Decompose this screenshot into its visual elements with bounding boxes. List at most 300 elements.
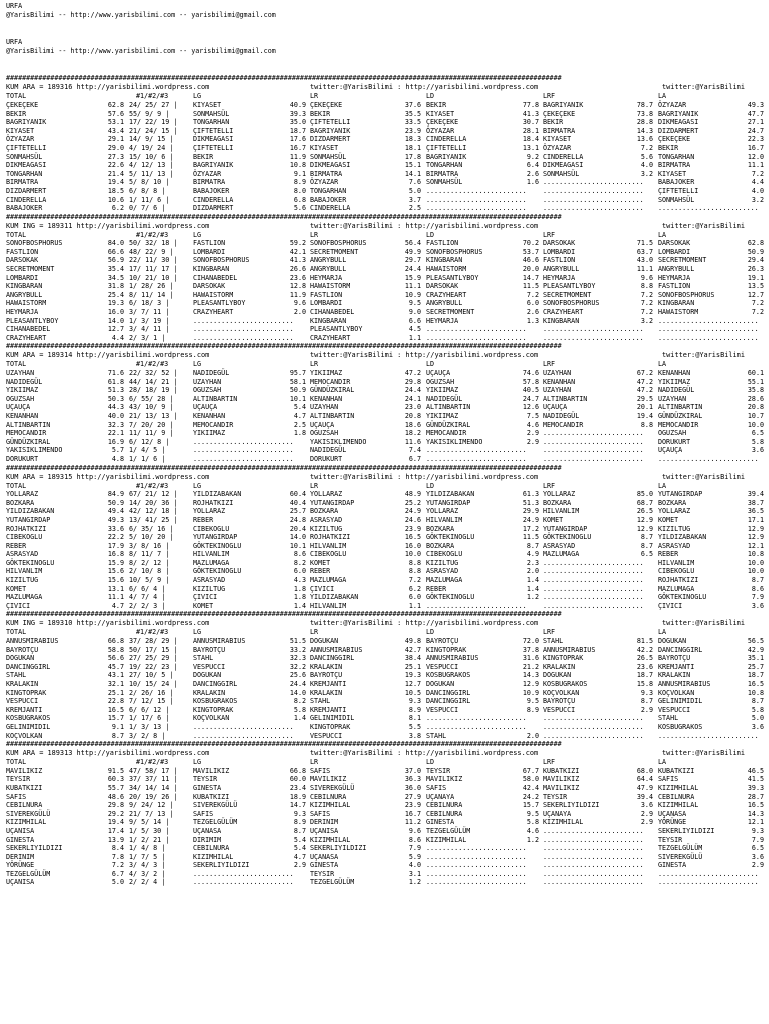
table-row	[6, 239, 766, 248]
total-horse: TEZGELGÜLÜM	[6, 869, 51, 878]
ld-horse: SONMAHSÜL	[426, 178, 463, 187]
lrf-score: 43.0	[636, 256, 653, 265]
la-horse: KOSBUGRAKOS	[658, 722, 703, 731]
total-score: 60.3	[107, 775, 124, 784]
placing-record: 17/ 22/ 19 |	[129, 118, 178, 127]
lr-score: 4.5	[408, 325, 421, 334]
lr-score: 24.1	[404, 394, 421, 403]
lrf-horse: ÇEKEÇEKE	[543, 109, 576, 118]
lg-score: 4.7	[293, 852, 306, 861]
total-horse: DERINIM	[6, 852, 35, 861]
lrf-horse: HILVANLIM	[543, 507, 580, 516]
column-header--1-2-3: #1/#2/#3	[136, 360, 169, 369]
column-header-lrf: LRF	[543, 481, 556, 490]
lrf-score: 20.1	[636, 403, 653, 412]
lg-horse: CIHANABEDEL	[193, 273, 238, 282]
lr-score: 9.3	[408, 697, 421, 706]
table-row	[6, 576, 766, 585]
la-empty-dots: .........................	[658, 878, 759, 887]
race-twitter-right: twitter:@YarisBilimi	[662, 472, 745, 481]
race-twitter-right: twitter:@YarisBilimi	[662, 221, 745, 230]
race-twitter-mid: twitter:@YarisBilimi : http://yarisbilimi.wordpress.com	[310, 83, 539, 92]
column-header-la: LA	[658, 230, 667, 239]
total-score: 49.3	[107, 515, 124, 524]
la-horse: KRALAKIN	[658, 671, 691, 680]
placing-record: 10/ 21/ 10 |	[129, 273, 178, 282]
lr-score: 16.0	[404, 541, 421, 550]
column-header-ld: LD	[426, 481, 435, 490]
lr-horse: ANGRYBULL	[310, 256, 347, 265]
column-header-lr: LR	[310, 92, 319, 101]
lg-score: 11.9	[289, 290, 306, 299]
la-score: 6.5	[751, 844, 764, 853]
race-twitter-right: twitter:@YarisBilimi	[662, 749, 745, 758]
lr-score: 20.8	[404, 411, 421, 420]
separator: ##########################################################################################################################################	[6, 212, 562, 221]
lr-horse: HEYMARJA	[310, 273, 343, 282]
placing-record: 15/ 10/ 6 |	[129, 152, 174, 161]
la-horse: SAFIS	[658, 775, 679, 784]
lg-empty-dots: .........................	[193, 437, 294, 446]
la-horse: DORUKURT	[658, 437, 691, 446]
total-horse: TEYSIR	[6, 775, 31, 784]
lrf-score: 39.4	[636, 792, 653, 801]
la-horse: DANCINGGIRL	[658, 645, 703, 654]
column-header-la: LA	[658, 758, 667, 767]
ld-score: 9.5	[526, 697, 539, 706]
lr-score: 10.0	[404, 550, 421, 559]
column-header--1-2-3: #1/#2/#3	[136, 758, 169, 767]
lg-score: 1.8	[293, 593, 306, 602]
la-score: 47.7	[747, 109, 764, 118]
column-header-total: TOTAL	[6, 360, 27, 369]
lg-horse: TEYSIR	[193, 775, 218, 784]
table-row	[6, 378, 766, 387]
total-score: 61.8	[107, 377, 124, 386]
lg-horse: MEMOCANDIR	[193, 420, 234, 429]
total-horse: CINDERELLA	[6, 195, 47, 204]
lg-horse: YIKIIMAZ	[193, 429, 226, 438]
la-score: 16.5	[747, 801, 764, 810]
lg-score: 58.1	[289, 377, 306, 386]
lr-horse: UZAYHAN	[310, 403, 339, 412]
ld-score: 1.4	[526, 584, 539, 593]
la-horse: BIRMATRA	[658, 161, 691, 170]
lr-horse: YUTANGIRDAP	[310, 498, 355, 507]
lr-score: 8.8	[408, 567, 421, 576]
la-score: 4.4	[751, 178, 764, 187]
lr-score: 11.6	[404, 437, 421, 446]
lg-horse: NADIDEGÜL	[193, 369, 230, 377]
table-row	[6, 801, 766, 810]
table-row	[6, 386, 766, 395]
placing-record: 42/ 12/ 18 |	[129, 507, 178, 516]
la-horse: BEKIR	[658, 143, 679, 152]
placing-record: 44/ 14/ 21 |	[129, 377, 178, 386]
placing-record: 9/ 5/ 14 |	[129, 818, 170, 827]
lrf-horse: CRAZYHEART	[543, 308, 584, 317]
la-empty-dots: .........................	[658, 333, 759, 342]
lrf-horse: ASRASYAD	[543, 541, 576, 550]
total-horse: YÖRÜNGE	[6, 861, 35, 870]
total-horse: SONOFBOSPHORUS	[6, 239, 63, 248]
lrf-horse: UZAYHAN	[543, 386, 572, 395]
lr-score: 6.0	[408, 593, 421, 602]
la-score: 3.6	[751, 601, 764, 610]
la-score: 22.3	[747, 135, 764, 144]
lr-score: 6.7	[408, 454, 421, 463]
la-horse: KREMJANTI	[658, 662, 695, 671]
total-horse: FASTLION	[6, 247, 39, 256]
lr-score: 9.6	[408, 826, 421, 835]
lrf-empty-dots: .........................	[543, 558, 644, 567]
placing-record: 6/ 8/ 8 |	[129, 186, 166, 195]
total-score: 9.1	[111, 722, 124, 731]
race-header	[6, 472, 766, 482]
la-horse: KIZIMHILAL	[658, 783, 699, 792]
total-horse: VESPUCCI	[6, 697, 39, 706]
la-score: 7.2	[751, 308, 764, 317]
la-horse: KOMET	[658, 515, 679, 524]
placing-record: 4/ 19/ 24 |	[129, 143, 174, 152]
lg-score: 9.1	[293, 169, 306, 178]
table-row	[6, 403, 766, 412]
total-horse: BABAJOKER	[6, 204, 43, 213]
lrf-empty-dots: .........................	[543, 446, 644, 455]
lg-score: 18.7	[289, 126, 306, 135]
table-row	[6, 550, 766, 559]
placing-record: 10/ 15/ 24 |	[129, 680, 178, 688]
column-header-lg: LG	[193, 92, 202, 101]
race-header	[6, 618, 766, 628]
placing-record: 37/ 37/ 11 |	[129, 775, 178, 784]
ld-horse: UÇAUÇA	[426, 369, 451, 377]
la-score: 41.5	[747, 775, 764, 784]
lg-horse: ALTINBARTIN	[193, 394, 238, 403]
total-score: 66.8	[107, 637, 124, 646]
column-header-lg: LG	[193, 758, 202, 767]
lrf-empty-dots: .........................	[543, 593, 644, 602]
document	[6, 2, 766, 887]
total-horse: HAWAISTORM	[6, 299, 47, 308]
lr-score: 10.5	[404, 688, 421, 697]
ld-score: 61.3	[522, 490, 539, 499]
total-horse: KIZIMHILAL	[6, 818, 47, 827]
lg-horse: UZAYHAN	[193, 377, 222, 386]
lg-score: 24.4	[289, 680, 306, 688]
ld-horse: BOZKARA	[426, 524, 455, 533]
lrf-horse: NADIDEGÜL	[543, 411, 580, 420]
column-header-ld: LD	[426, 758, 435, 767]
lg-horse: KIZILTUG	[193, 584, 226, 593]
total-horse: SECRETMOMENT	[6, 265, 55, 274]
table-row	[6, 646, 766, 655]
lrf-score: 9.3	[640, 688, 653, 697]
ld-horse: BAGRIYANIK	[426, 152, 467, 161]
la-score: 10.0	[747, 567, 764, 576]
table-row	[6, 870, 766, 879]
ld-empty-dots: .........................	[426, 325, 527, 334]
ld-score: 51.3	[522, 498, 539, 507]
total-score: 18.5	[107, 186, 124, 195]
lrf-score: 2.9	[640, 818, 653, 827]
total-horse: ÖZYAZAR	[6, 135, 35, 144]
ld-empty-dots: .........................	[426, 446, 527, 455]
lr-horse: ÇIFTETELLI	[310, 118, 351, 127]
lg-score: 60.0	[289, 775, 306, 784]
lr-horse: KINGTOPRAK	[310, 722, 351, 731]
total-horse: GÖKTEKINOGLU	[6, 558, 55, 567]
total-score: 17.4	[107, 826, 124, 835]
lr-score: 27.9	[404, 792, 421, 801]
lr-horse: LOMBARDI	[310, 299, 343, 308]
table-row	[6, 542, 766, 551]
total-score: 40.0	[107, 411, 124, 420]
lrf-score: 7.2	[640, 290, 653, 299]
lrf-empty-dots: .........................	[543, 437, 644, 446]
la-score: 13.5	[747, 282, 764, 291]
lrf-horse: UZAYHAN	[543, 369, 572, 377]
table-row	[6, 793, 766, 802]
race-title: KUM ING = 189310 http://yarisbilimi.wordpress.com	[6, 619, 210, 628]
total-horse: DOGUKAN	[6, 654, 35, 663]
la-horse: LOMBARDI	[658, 247, 691, 256]
la-horse: BOZKARA	[658, 498, 687, 507]
placing-record: 11/ 11/ 9 |	[129, 429, 174, 438]
lg-score: 23.6	[289, 273, 306, 282]
la-score: 49.3	[747, 100, 764, 109]
lr-horse: YAKISIKLIMENDO	[310, 437, 367, 446]
lrf-horse: DOGUKAN	[543, 671, 572, 680]
total-horse: CIHANABEDEL	[6, 325, 51, 334]
lrf-empty-dots: .........................	[543, 204, 644, 213]
placing-record: 21/ 13/ 13 |	[129, 411, 178, 420]
table-row	[6, 204, 766, 213]
placing-record: 2/ 26/ 16 |	[129, 688, 174, 697]
lg-empty-dots: .........................	[193, 446, 294, 455]
la-score: 9.3	[751, 826, 764, 835]
race-header	[6, 350, 766, 360]
la-horse: STAHL	[658, 714, 679, 723]
ld-score: 40.5	[522, 386, 539, 395]
lg-horse: TEZGELGÜLÜM	[193, 818, 238, 827]
lr-horse: KENANHAN	[310, 394, 343, 403]
table-row	[6, 317, 766, 326]
separator: ##########################################################################################################################################	[6, 610, 562, 619]
lr-score: 10.9	[404, 290, 421, 299]
total-horse: MAZLUMAGA	[6, 593, 43, 602]
total-horse: YAKISIKLIMENDO	[6, 446, 63, 455]
lr-score: 8.8	[408, 558, 421, 567]
lrf-empty-dots: .........................	[543, 584, 644, 593]
lr-horse: CINDERELLA	[310, 204, 351, 213]
lg-horse: KINGBARAN	[193, 265, 230, 274]
total-score: 35.4	[107, 265, 124, 274]
lrf-horse: HEYMARJA	[543, 273, 576, 282]
placing-record: 22/ 32/ 52 |	[129, 369, 178, 377]
placing-record: 3/ 4/ 3 |	[129, 861, 166, 870]
lrf-score: 47.2	[636, 386, 653, 395]
lr-horse: DORUKURT	[310, 454, 343, 463]
total-score: 16.9	[107, 437, 124, 446]
la-score: 35.8	[747, 386, 764, 395]
ld-score: 2.0	[526, 567, 539, 576]
lr-horse: KIZIMHILAL	[310, 835, 351, 844]
column-header-ld: LD	[426, 92, 435, 101]
ld-empty-dots: .........................	[426, 844, 527, 853]
total-score: 29.1	[107, 135, 124, 144]
lrf-empty-dots: .........................	[543, 722, 644, 731]
column-header-la: LA	[658, 628, 667, 637]
ld-score: 1.4	[526, 576, 539, 585]
lrf-score: 67.2	[636, 369, 653, 377]
lr-horse: KREMJANTI	[310, 705, 347, 714]
lr-horse: FASTLION	[310, 290, 343, 299]
lr-score: 3.1	[408, 869, 421, 878]
column-header--1-2-3: #1/#2/#3	[136, 92, 169, 101]
lg-empty-dots: .........................	[193, 333, 294, 342]
ld-score: 53.7	[522, 247, 539, 256]
lg-horse: BEKIR	[193, 152, 214, 161]
lg-horse: YUTANGIRDAP	[193, 533, 238, 542]
lrf-horse: UÇAUÇA	[543, 403, 568, 412]
placing-record: 22/ 11/ 30 |	[129, 256, 178, 265]
lr-score: 1.1	[408, 333, 421, 342]
total-horse: KINGBARAN	[6, 282, 43, 291]
lr-score: 19.3	[404, 671, 421, 680]
race-header	[6, 221, 766, 231]
la-horse: GELINIMIDIL	[658, 697, 703, 706]
lr-score: 36.0	[404, 783, 421, 792]
la-horse: ÖZYAZAR	[658, 100, 687, 109]
lg-horse: SEKERLIYILDIZI	[193, 861, 250, 870]
lr-horse: CRAZYHEART	[310, 333, 351, 342]
lrf-score: 23.6	[636, 662, 653, 671]
total-score: 8.4	[111, 844, 124, 853]
lrf-score: 4.0	[640, 161, 653, 170]
la-score: 11.1	[747, 161, 764, 170]
placing-record: 1/ 4/ 5 |	[129, 446, 166, 455]
ld-horse: VESPUCCI	[426, 662, 459, 671]
ld-score: 29.9	[522, 507, 539, 516]
la-score: 2.9	[751, 861, 764, 870]
lrf-horse: SONMAHSÜL	[543, 169, 580, 178]
lr-score: 56.4	[404, 239, 421, 248]
la-score: 42.9	[747, 645, 764, 654]
table-row	[6, 878, 766, 887]
table-row	[6, 567, 766, 576]
la-horse: ROJHATKIZI	[658, 576, 699, 585]
placing-record: 47/ 58/ 17 |	[129, 766, 178, 775]
ld-horse: ASRASYAD	[426, 567, 459, 576]
la-score: 3.6	[751, 446, 764, 455]
total-score: 22.1	[107, 429, 124, 438]
lrf-empty-dots: .........................	[543, 454, 644, 463]
lg-horse: CINDERELLA	[193, 195, 234, 204]
total-score: 51.3	[107, 386, 124, 395]
lg-horse: BIRMATRA	[193, 178, 226, 187]
table-row	[6, 282, 766, 291]
placing-record: 21/ 7/ 13 |	[129, 809, 174, 818]
lg-score: 40.9	[289, 100, 306, 109]
lr-score: 48.9	[404, 490, 421, 499]
lrf-score: 29.5	[636, 394, 653, 403]
table-row	[6, 395, 766, 404]
lr-score: 11.2	[404, 818, 421, 827]
lg-score: 17.6	[289, 135, 306, 144]
placing-record: 1/ 7/ 5 |	[129, 852, 166, 861]
lg-horse: CEBILNURA	[193, 844, 230, 853]
lg-horse: KOMET	[193, 601, 214, 610]
total-score: 31.8	[107, 282, 124, 291]
ld-horse: CEBILNURA	[426, 801, 463, 810]
table-row	[6, 135, 766, 144]
la-score: 7.2	[751, 169, 764, 178]
la-horse: TONGARHAN	[658, 152, 695, 161]
la-horse: KIZILTUG	[658, 524, 691, 533]
placing-record: 19/ 22/ 23 |	[129, 662, 178, 671]
column-header-lr: LR	[310, 481, 319, 490]
placing-record: 2/ 2/ 4 |	[129, 878, 166, 887]
placing-record: 55/ 9/ 9 |	[129, 109, 170, 118]
placing-record: 4/ 12/ 13 |	[129, 161, 174, 170]
la-score: 7.2	[751, 299, 764, 308]
lg-horse: KOSBUGRAKOS	[193, 697, 238, 706]
lg-score: 8.2	[293, 697, 306, 706]
lg-score: 5.4	[293, 844, 306, 853]
ld-score: 28.1	[522, 126, 539, 135]
ld-horse: YIKIIMAZ	[426, 411, 459, 420]
lr-score: 8.1	[408, 714, 421, 723]
ld-score: 2.0	[526, 731, 539, 740]
ld-empty-dots: .........................	[426, 195, 527, 204]
la-horse: YUTANGIRDAP	[658, 490, 703, 499]
lg-score: 8.9	[293, 818, 306, 827]
lrf-horse: ÖZYAZAR	[543, 143, 572, 152]
lrf-horse: DARSOKAK	[543, 239, 576, 248]
la-horse: HILVANLIM	[658, 558, 695, 567]
lg-score: 11.9	[289, 152, 306, 161]
la-score: 12.7	[747, 290, 764, 299]
placing-record: 14/ 20/ 36 |	[129, 498, 178, 507]
la-empty-dots: .........................	[658, 325, 759, 334]
lrf-horse: BOZKARA	[543, 498, 572, 507]
la-horse: UÇAUÇA	[658, 446, 683, 455]
lg-score: 35.0	[289, 118, 306, 127]
lrf-empty-dots: .........................	[543, 844, 644, 853]
lg-horse: GÖKTEKINOGLU	[193, 567, 242, 576]
lr-horse: KIZIMHILAL	[310, 801, 351, 810]
ld-score: 10.9	[522, 688, 539, 697]
city-title: URFA	[6, 2, 23, 10]
la-score: 4.0	[751, 186, 764, 195]
lg-horse: TONGARHAN	[193, 118, 230, 127]
lr-score: 2.5	[408, 204, 421, 213]
lg-horse: PLEASANTLYBOY	[193, 299, 246, 308]
lg-horse: UÇANASA	[193, 826, 222, 835]
lg-horse: ÇIFTETELLI	[193, 143, 234, 152]
race-twitter-mid: twitter:@YarisBilimi : http://yarisbilimi.wordpress.com	[310, 472, 539, 481]
lr-horse: DOGUKAN	[310, 637, 339, 646]
lg-horse: SIVEREKGÜLÜ	[193, 801, 238, 810]
column-header-ld: LD	[426, 628, 435, 637]
ld-score: 8.9	[526, 705, 539, 714]
lrf-score: 3.2	[640, 316, 653, 325]
lrf-score: 73.8	[636, 109, 653, 118]
lr-score: 23.0	[404, 403, 421, 412]
lrf-empty-dots: .........................	[543, 835, 644, 844]
total-score: 49.4	[107, 507, 124, 516]
